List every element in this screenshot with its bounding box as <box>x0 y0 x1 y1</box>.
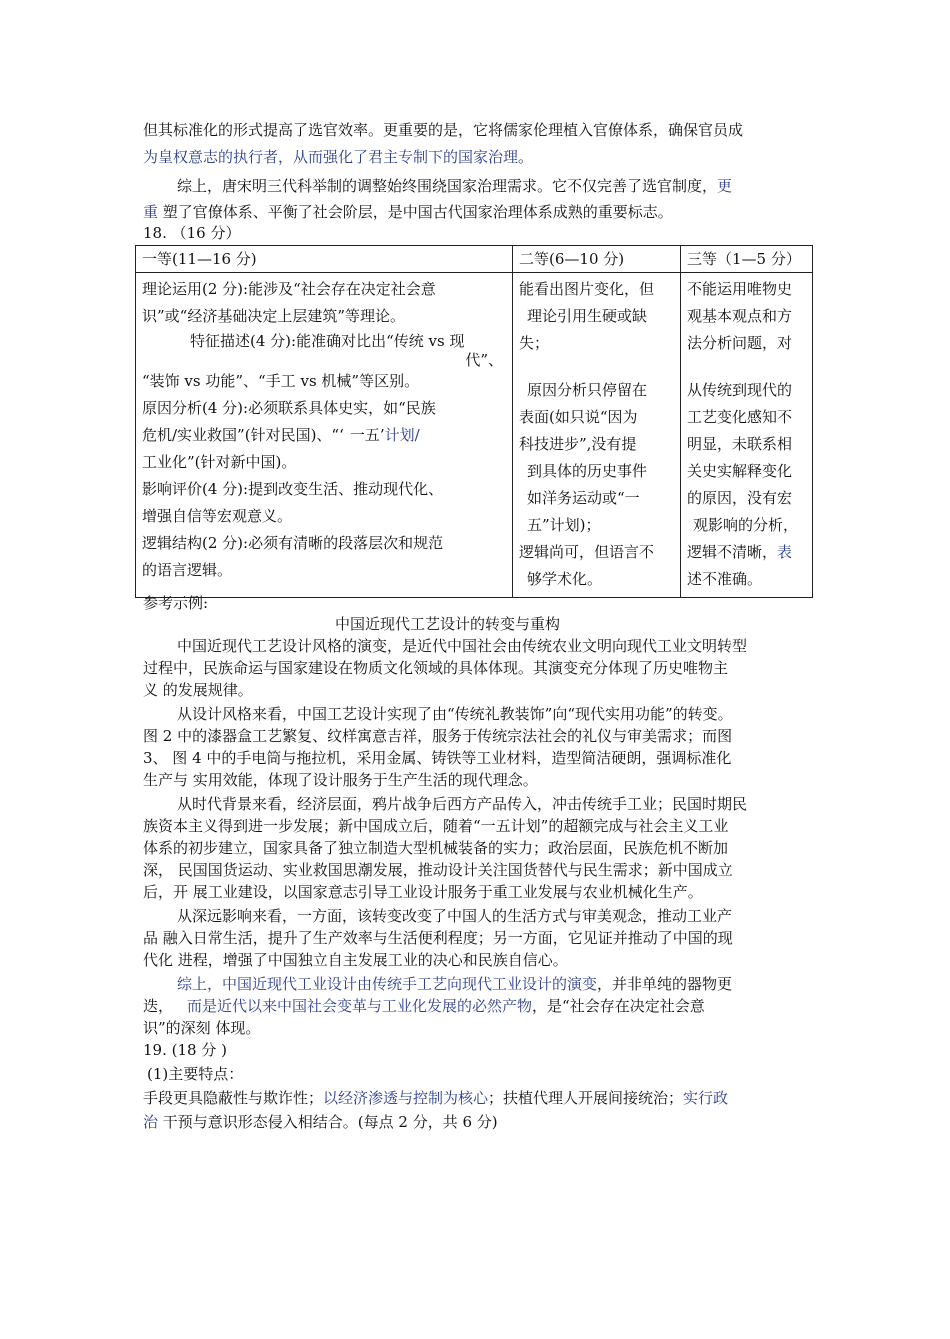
essay-line: 生产与 实用效能，体现了设计服务于生产生活的现代理念。 <box>143 771 538 789</box>
essay-title: 中国近现代工艺设计的转变与重构 <box>335 615 561 633</box>
q19-subheading: (1)主要特点： <box>147 1065 244 1083</box>
header-grade-2: 二等(6—10 分) <box>513 246 681 273</box>
grading-rubric-table <box>135 245 813 598</box>
essay-line: 体系的初步建立，国家具备了独立制造大型机械装备的实力；政治层面，民族危机不断加 <box>143 839 729 857</box>
intro-line-4: 重 塑了官僚体系、平衡了社会阶层，是中国古代国家治理体系成熟的重要标志。 <box>143 203 673 221</box>
essay-line: 3、 图 4 中的手电筒与拖拉机，采用金属、铸铁等工业材料，造型简洁硬朗，强调标准化 <box>143 749 732 767</box>
highlight-text: 为皇权意志的执行者 <box>143 148 279 166</box>
essay-line: 代化 进程，增强了中国独立自主发展工业的决心和民族自信心。 <box>143 951 568 969</box>
table-row <box>136 273 813 598</box>
essay-line: 从深远影响来看，一方面，该转变改变了中国人的生活方式与审美观念，推动工业产 <box>177 907 733 925</box>
essay-line: 中国近现代工艺设计风格的演变，是近代中国社会由传统农业文明向现代工业文明转型 <box>177 637 748 655</box>
essay-line: 从设计风格来看，中国工艺设计实现了由“传统礼教装饰”向“现代实用功能”的转变。 <box>177 705 733 723</box>
essay-line: 后，开 展工业建设，以国家意志引导工业设计服务于重工业发展与农业机械化生产。 <box>143 883 703 901</box>
highlight-text: ，从而强化了君主专制下的国家治理 <box>278 148 519 166</box>
header-grade-1: 一等(11—16 分) <box>136 246 513 273</box>
intro-line-3: 综上，唐宋明三代科举制的调整始终围绕国家治理需求。它不仅完善了选官制度，更 <box>177 177 733 195</box>
table-header-row <box>136 246 813 273</box>
intro-line-2: 为皇权意志的执行者，从而强化了君主专制下的国家治理。 <box>143 148 534 166</box>
essay-line: 过程中，民族命运与国家建设在物质文化领域的具体体现。其演变充分体现了历史唯物主 <box>143 659 729 677</box>
essay-line: 综上，中国近现代工业设计由传统手工艺向现代工业设计的演变，并非单纯的器物更 <box>177 975 733 993</box>
essay-line: 迭， 而是近代以来中国社会变革与工业化发展的必然产物，是“社会存在决定社会意 <box>143 997 705 1015</box>
essay-line: 义 的发展规律。 <box>143 681 253 699</box>
essay-line: 识”的深刻 体现。 <box>143 1019 261 1037</box>
sample-label: 参考示例: <box>143 594 209 612</box>
essay-line: 从时代背景来看，经济层面，鸦片战争后西方产品传入，冲击传统手工业；民国时期民 <box>177 795 748 813</box>
grade-3-criteria: 不能运用唯物史 观基本观点和方 法分析问题，对 从传统到现代的 工艺变化感知不 明显，未联系相 关史实解释变化 的原因，没有宏 观影响的分析， 逻辑不清晰，表 述不准确。 <box>681 273 813 598</box>
grade-1-criteria: 理论运用(2 分):能涉及“社会存在决定社会意 识”或“经济基础决定上层建筑”等理论。 特征描述(4 分):能准确对比出“传统 vs 现 代”、 “装饰 vs 功能”、“手工 vs 机械”等区别。 原因分析(4 分):必须联系具体史实，如“民族 危机/实业救国”(针对民国)、“‘ 一五’计划/ 工业化”(针对新中国)。 影响评价(4 分):提到改变生活、推动现代化、 增强自信等宏观意义。 逻辑结构(2 分):必须有清晰的段落层次和规范 的语言逻辑。 <box>136 273 513 598</box>
essay-line: 族资本主义得到进一步发展；新中国成立后，随着“一五计划”的超额完成与社会主义工业 <box>143 817 729 835</box>
essay-line: 品 融入日常生活，提升了生产效率与生活便利程度；另一方面，它见证并推动了中国的现 <box>143 929 733 947</box>
q19-heading: 19. (18 分 ) <box>143 1041 227 1059</box>
header-grade-3: 三等（1—5 分） <box>681 246 813 273</box>
q19-line-1: 手段更具隐蔽性与欺诈性；以经济渗透与控制为核心；扶植代理人开展间接统治；实行政 <box>143 1089 729 1107</box>
grade-2-criteria: 能看出图片变化，但 理论引用生硬或缺 失； 原因分析只停留在 表面(如只说“因为 科技进步”,没有提 到具体的历史事件 如洋务运动或“一 五”计划)； 逻辑尚可，但语言不 够学术化。 <box>513 273 681 598</box>
q19-line-2: 治 干预与意识形态侵入相结合。(每点 2 分，共 6 分) <box>143 1113 498 1131</box>
intro-line-1: 但其标准化的形式提高了选官效率。更重要的是，它将儒家伦理植入官僚体系，确保官员成 <box>143 121 744 139</box>
essay-line: 图 2 中的漆器盒工艺繁复、纹样寓意吉祥，服务于传统宗法社会的礼仪与审美需求；而图 <box>143 727 733 745</box>
q18-heading: 18. （16 分） <box>143 224 241 242</box>
essay-line: 深， 民国国货运动、实业救国思潮发展，推动设计关注国货替代与民生需求；新中国成立 <box>143 861 733 879</box>
